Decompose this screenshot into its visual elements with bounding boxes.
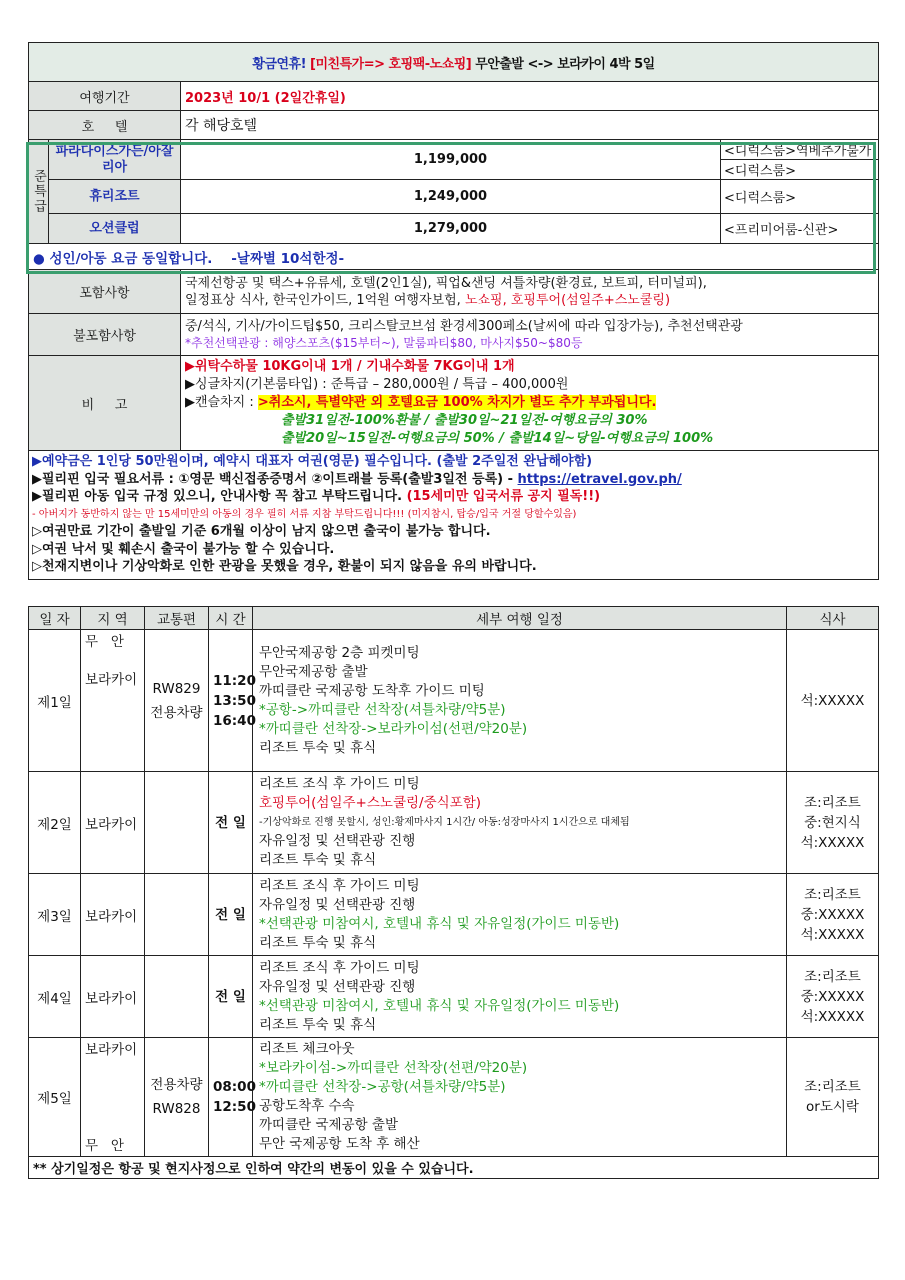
- meal-cell: 조:리조트 중:현지식 석:XXXXX: [787, 772, 879, 874]
- header-transport: 교통편: [145, 607, 209, 630]
- hotel-label: 호 텔: [29, 111, 181, 140]
- schedule-cell: [253, 1038, 787, 1157]
- schedule-item: -기상악화로 진행 못할시, 성인:황제마사지 1시간/ 아동:성장마사지 1시간으로 대체됨: [259, 817, 630, 828]
- room-type: <디럭스룸>: [721, 160, 879, 180]
- grade-label: 준특급: [29, 140, 49, 244]
- time-cell: 전 일: [209, 772, 253, 874]
- schedule-item: 호핑투어(섬일주+스노쿨링/중식포함): [259, 795, 482, 811]
- schedule-item: 무안국제공항 출발: [259, 663, 368, 680]
- schedule-item: *까띠클란 선착장->공항(셔틀차량/약5분): [259, 1079, 506, 1095]
- excluded-value: 중/석식, 기사/가이드팁$50, 크리스탈코브섬 환경세300페소(날씨에 따라 입장가능), 추천선택관광 *추천선택관광 : 해양스포츠($15부터~), 말룸파티$80, 마사지$50~$80등: [181, 314, 879, 356]
- time-cell: 11:20 13:50 16:40: [209, 630, 253, 772]
- schedule-item: *보라카이섬->까띠클란 선착장(선편/약20분): [259, 1060, 528, 1076]
- room-type: <프리미어룸-신관>: [721, 214, 879, 244]
- package-title: [29, 43, 879, 82]
- booking-notices: ▶예약금은 1인당 50만원이며, 예약시 대표자 여권(영문) 필수입니다. (출발 2주일전 완납해야함) ▶필리핀 입국 필요서류 : ①영문 백신접종증명서 ②이트래블 등록(출발3일전 등록) - https://etravel.gov.ph/ ▶필리핀 아동 입국 규정 있으니, 안내사항 꼭 참고 부탁드립니다. (15세미만 입국서류 공지 필독!!) - 아버지가 동반하지 않는 만 15세미만의 아동의 경우 필히 서류 지참 부탁드립니다!!! (미지참시, 탑승/입국 거절 당할수있음) ▷여권만료 기간이 출발일 기준 6개월 이상이 남지 않으면 출국이 불가능 합니다. ▷여권 낙서 및 훼손시 출국이 불가능 할 수 있습니다. ▷천재지변이나 기상악화로 인한 관광을 못했을 경우, 환불이 되지 않음을 유의 바랍니다.: [29, 451, 879, 580]
- schedule-cell: [253, 630, 787, 772]
- schedule-item: 리조트 투숙 및 휴식: [259, 1016, 377, 1033]
- schedule-item: *선택관광 미참여시, 호텔내 휴식 및 자유일정(가이드 미동반): [259, 997, 620, 1014]
- schedule-item: *선택관광 미참여시, 호텔내 휴식 및 자유일정(가이드 미동반): [259, 915, 620, 932]
- schedule-item: 까띠클란 국제공항 도착후 가이드 미팅: [259, 682, 485, 699]
- same-price-note: ● 성인/아동 요금 동일합니다. -날짜별 10석한정-: [29, 244, 879, 270]
- schedule-item: *공항->까띠클란 선착장(셔틀차량/약5분): [259, 701, 506, 718]
- room-type: <디럭스룸>: [721, 180, 879, 214]
- price-hue: 1,249,000: [181, 180, 721, 214]
- schedule-item: 까띠클란 국제공항 출발: [259, 1117, 398, 1133]
- schedule-item: 리조트 체크아웃: [259, 1041, 355, 1057]
- schedule-cell: [253, 956, 787, 1038]
- transport-cell: RW829 전용차량: [145, 630, 209, 772]
- schedule-item: 리조트 조식 후 가이드 미팅: [259, 776, 420, 792]
- price-ocean-club: 1,279,000: [181, 214, 721, 244]
- region-cell: 무 안 보라카이: [81, 630, 145, 772]
- itinerary-row: [29, 874, 879, 956]
- schedule-item: 리조트 조식 후 가이드 미팅: [259, 877, 420, 894]
- schedule-item: 리조트 조식 후 가이드 미팅: [259, 959, 420, 976]
- schedule-cell: [253, 874, 787, 956]
- itinerary-row: [29, 630, 879, 772]
- title-special: [미친특가=> 호핑팩-노쇼핑]: [310, 56, 472, 72]
- title-promo: 황금연휴!: [252, 56, 311, 72]
- hotel-value: 각 해당호텔: [181, 111, 879, 140]
- schedule-item: 자유일정 및 선택관광 진행: [259, 978, 416, 995]
- itinerary-footer-note: ** 상기일정은 항공 및 현지사정으로 인하여 약간의 변동이 있을 수 있습니다.: [29, 1157, 879, 1179]
- header-time: 시 간: [209, 607, 253, 630]
- time-cell: 08:00 12:50: [209, 1038, 253, 1157]
- room-type: <디럭스룸>역베추가불가: [721, 140, 879, 160]
- transport-cell: [145, 874, 209, 956]
- time-cell: 전 일: [209, 956, 253, 1038]
- schedule-item: *까띠클란 선착장->보라카이섬(선편/약20분): [259, 720, 528, 737]
- region-cell: 보라카이: [81, 956, 145, 1038]
- schedule-item: 무안국제공항 2층 피켓미팅: [259, 644, 420, 661]
- meal-cell: 석:XXXXX: [787, 630, 879, 772]
- day-label: 제4일: [29, 956, 81, 1038]
- hotel-name-hue: 휴리조트: [49, 180, 181, 214]
- schedule-item: 무안 국제공항 도착 후 해산: [259, 1136, 420, 1152]
- schedule-item: 리조트 투숙 및 휴식: [259, 739, 377, 756]
- time-cell: 전 일: [209, 874, 253, 956]
- transport-cell: 전용차량 RW828: [145, 1038, 209, 1157]
- itinerary-row: [29, 772, 879, 874]
- region-cell: 보라카이: [81, 772, 145, 874]
- remarks-value: ▶위탁수하물 10KG이내 1개 / 기내수화물 7KG이내 1개 ▶싱글차지(기본룸타입) : 준특급 – 280,000원 / 특급 – 400,000원 ▶캔슬차지 : >취소시, 특별약관 외 호텔요금 100% 차지가 별도 추가 부과됩니다. 출발31일전-100%환불 / 출발30일~21일전-여행요금의 30% 출발20일~15일전-여행요금의 50% / 출발14일~당일-여행요금의 100%: [181, 356, 879, 451]
- included-value: 국제선항공 및 택스+유류세, 호텔(2인1실), 픽업&샌딩 셔틀차량(환경료, 보트피, 터미널피), 일정표상 식사, 한국인가이드, 1억원 여행자보험, 노쇼핑, 호핑투어(섬일주+스노쿨링): [181, 270, 879, 314]
- day-label: 제1일: [29, 630, 81, 772]
- bullet-icon: ●: [33, 250, 45, 267]
- meal-cell: 조:리조트 중:XXXXX 석:XXXXX: [787, 874, 879, 956]
- schedule-item: 리조트 투숙 및 휴식: [259, 934, 377, 951]
- remarks-label: 비 고: [29, 356, 181, 451]
- schedule-item: 공항도착후 수속: [259, 1098, 355, 1114]
- schedule-item: 리조트 투숙 및 휴식: [259, 852, 377, 868]
- hotel-name-paradise: 파라다이스가든/아잘리아: [49, 140, 181, 180]
- header-meals: 식사: [787, 607, 879, 630]
- schedule-item: 자유일정 및 선택관광 진행: [259, 896, 416, 913]
- included-label: 포함사항: [29, 270, 181, 314]
- price-paradise: 1,199,000: [181, 140, 721, 180]
- day-label: 제3일: [29, 874, 81, 956]
- title-route: 무안출발 <-> 보라카이 4박 5일: [471, 56, 655, 72]
- region-cell: 보라카이: [81, 874, 145, 956]
- package-info-table: [28, 42, 879, 580]
- period-value: 2023년 10/1 (2일간휴일): [181, 82, 879, 111]
- transport-cell: [145, 956, 209, 1038]
- header-region: 지 역: [81, 607, 145, 630]
- region-cell: 보라카이 무 안: [81, 1038, 145, 1157]
- header-day: 일 자: [29, 607, 81, 630]
- excluded-label: 불포함사항: [29, 314, 181, 356]
- schedule-cell: [253, 772, 787, 874]
- schedule-item: 자유일정 및 선택관광 진행: [259, 833, 416, 849]
- day-label: 제2일: [29, 772, 81, 874]
- itinerary-table: [28, 606, 879, 1179]
- transport-cell: [145, 772, 209, 874]
- meal-cell: 조:리조트 중:XXXXX 석:XXXXX: [787, 956, 879, 1038]
- period-label: 여행기간: [29, 82, 181, 111]
- hotel-name-ocean-club: 오션클럽: [49, 214, 181, 244]
- day-label: 제5일: [29, 1038, 81, 1157]
- header-schedule: 세부 여행 일정: [253, 607, 787, 630]
- etravel-link[interactable]: https://etravel.gov.ph/: [517, 471, 682, 487]
- itinerary-row: [29, 956, 879, 1038]
- itinerary-row: [29, 1038, 879, 1157]
- meal-cell: 조:리조트 or도시락: [787, 1038, 879, 1157]
